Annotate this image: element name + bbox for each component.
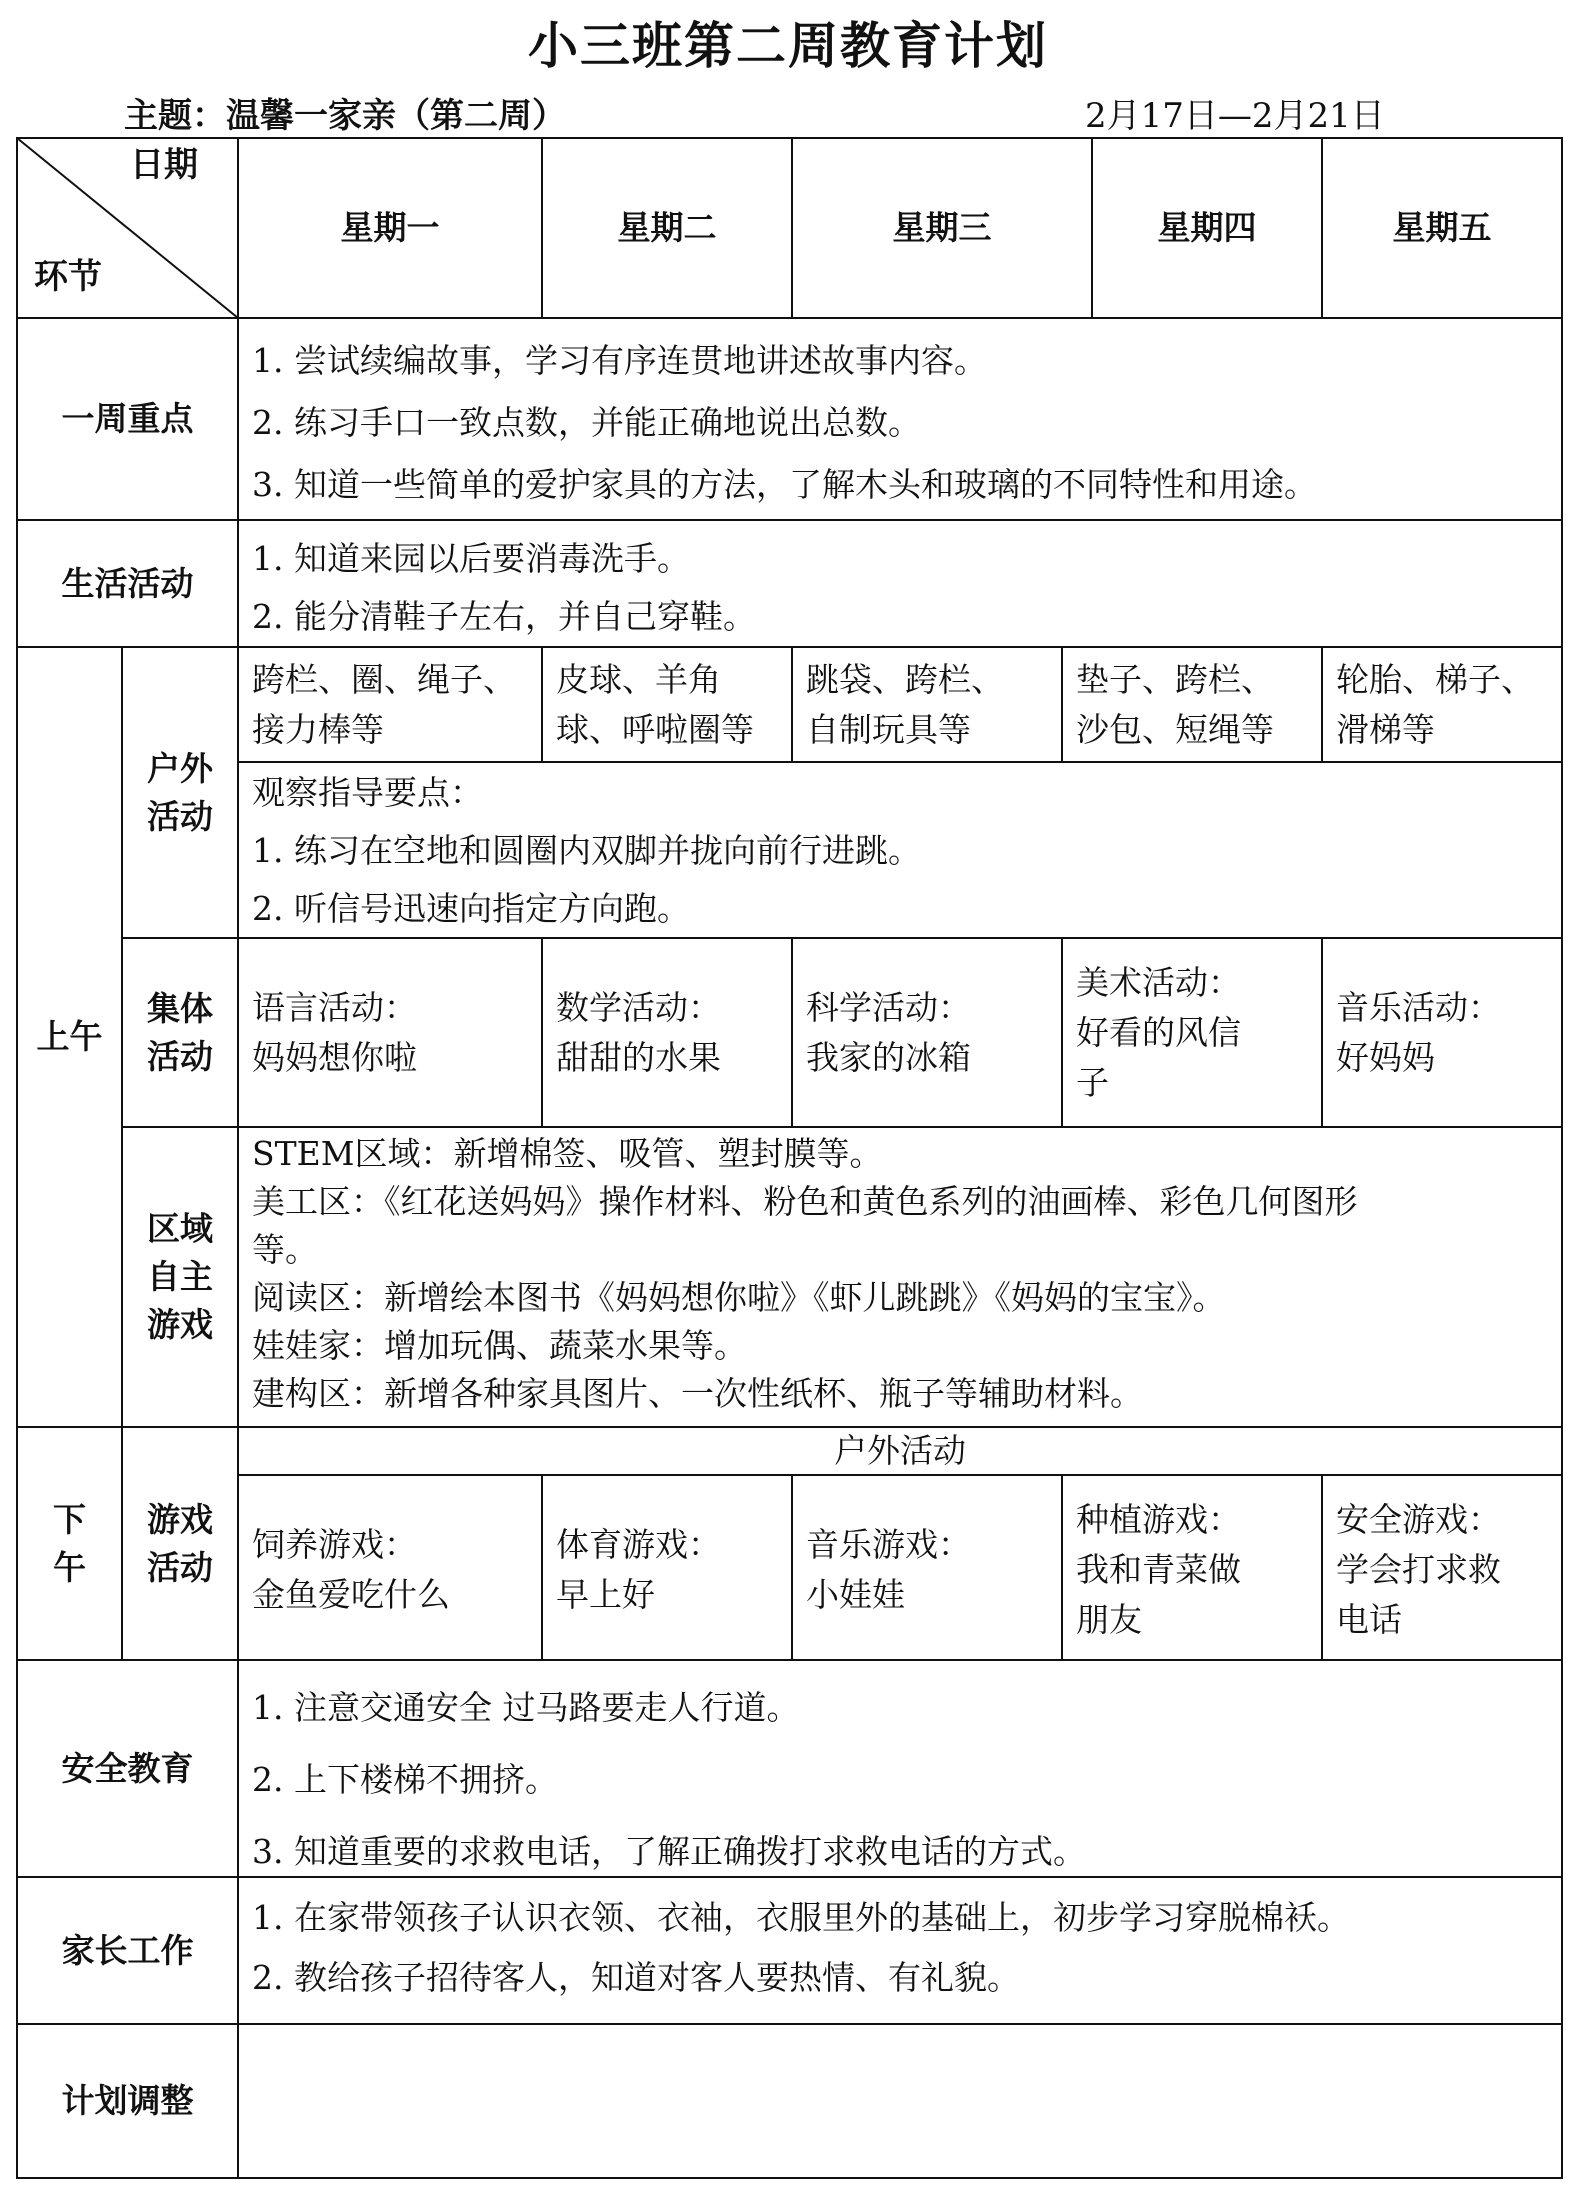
plan-adjustment-content bbox=[238, 2024, 1562, 2178]
afternoon-label: 下 午 bbox=[53, 1499, 86, 1587]
area-play-content: STEM区域：新增棉签、吸管、塑封膜等。 美工区：《红花送妈妈》操作材料、粉色和黄色系列的油画棒、彩色几何图形 等。 阅读区：新增绘本图书《妈妈想你啦》《虾儿跳跳》《妈妈的宝宝》。 娃娃家：增加玩偶、蔬菜水果等。 建构区：新增各种家具图片、一次性纸杯、瓶子等辅助材料。 bbox=[252, 1134, 1358, 1413]
weekly-focus-label: 一周重点 bbox=[61, 399, 194, 438]
life-activity-item: 2. 能分清鞋子左右，并自己穿鞋。 bbox=[252, 597, 756, 636]
afternoon-outdoor-title: 户外活动 bbox=[834, 1431, 966, 1470]
plan-adjustment-label: 计划调整 bbox=[61, 2081, 194, 2120]
game-activity-thu: 种植游戏： 我和青菜做 朋友 bbox=[1076, 1500, 1241, 1639]
day-header-tue: 星期二 bbox=[617, 208, 717, 247]
outdoor-equipment-mon: 跨栏、圈、绳子、 接力棒等 bbox=[252, 660, 516, 749]
safety-education-content bbox=[238, 1672, 1562, 1888]
parent-work-content bbox=[238, 1888, 1562, 2008]
safety-education-label: 安全教育 bbox=[61, 1748, 194, 1788]
parent-work-label: 家长工作 bbox=[61, 1930, 194, 1970]
group-activity-mon: 语言活动： 妈妈想你啦 bbox=[252, 988, 417, 1077]
group-activity-thu: 美术活动： 好看的风信 子 bbox=[1076, 963, 1241, 1102]
page-title: 小三班第二周教育计划 bbox=[528, 16, 1048, 75]
group-activities-label: 集体 活动 bbox=[147, 988, 213, 1076]
day-header-thu: 星期四 bbox=[1157, 208, 1257, 247]
safety-item: 2. 上下楼梯不拥挤。 bbox=[252, 1760, 558, 1799]
day-header-mon: 星期一 bbox=[340, 208, 440, 247]
outdoor-activities-label: 户外 活动 bbox=[147, 748, 213, 836]
game-activities-label: 游戏 活动 bbox=[147, 1499, 213, 1587]
theme-label: 主题：温馨一家亲（第二周） bbox=[124, 96, 566, 136]
day-header-wed: 星期三 bbox=[892, 208, 992, 247]
safety-item: 1. 注意交通安全 过马路要走人行道。 bbox=[252, 1688, 800, 1727]
life-activity-item: 1. 知道来园以后要消毒洗手。 bbox=[252, 539, 690, 578]
weekly-focus-item: 2. 练习手口一致点数，并能正确地说出总数。 bbox=[252, 403, 921, 442]
parent-work-item: 2. 教给孩子招待客人，知道对客人要热情、有礼貌。 bbox=[252, 1958, 1020, 1997]
parent-work-item: 1. 在家带领孩子认识衣领、衣袖，衣服里外的基础上，初步学习穿脱棉袄。 bbox=[252, 1898, 1350, 1937]
weekly-focus-content bbox=[238, 330, 1562, 516]
outdoor-equipment-wed: 跳袋、跨栏、 自制玩具等 bbox=[806, 660, 1004, 749]
outdoor-equipment-fri: 轮胎、梯子、 滑梯等 bbox=[1336, 660, 1534, 749]
group-activity-wed: 科学活动： 我家的冰箱 bbox=[806, 988, 971, 1077]
date-range: 2月17日—2月21日 bbox=[1085, 96, 1385, 136]
life-activities-label: 生活活动 bbox=[61, 563, 194, 603]
game-activity-fri: 安全游戏： 学会打求救 电话 bbox=[1336, 1500, 1501, 1639]
weekly-focus-item: 1. 尝试续编故事，学习有序连贯地讲述故事内容。 bbox=[252, 341, 987, 380]
outdoor-equipment-tue: 皮球、羊角 球、呼啦圈等 bbox=[556, 660, 754, 749]
life-activities-content bbox=[238, 530, 1562, 646]
morning-label: 上午 bbox=[36, 1017, 103, 1056]
area-play-label: 区域 自主 游戏 bbox=[147, 1209, 213, 1344]
group-activity-fri: 音乐活动： 好妈妈 bbox=[1336, 988, 1501, 1077]
game-activity-wed: 音乐游戏： 小娃娃 bbox=[806, 1525, 971, 1614]
game-activity-tue: 体育游戏： 早上好 bbox=[556, 1525, 721, 1614]
game-activity-mon: 饲养游戏： 金鱼爱吃什么 bbox=[252, 1525, 450, 1614]
outdoor-guidance: 观察指导要点： 1. 练习在空地和圆圈内双脚并拢向前行进跳。 2. 听信号迅速向指定方向跑。 bbox=[252, 773, 921, 928]
safety-item: 3. 知道重要的求救电话，了解正确拨打求救电话的方式。 bbox=[252, 1832, 1086, 1871]
group-activity-tue: 数学活动： 甜甜的水果 bbox=[556, 988, 721, 1077]
outdoor-equipment-thu: 垫子、跨栏、 沙包、短绳等 bbox=[1076, 660, 1274, 749]
day-header-fri: 星期五 bbox=[1392, 208, 1492, 247]
header-corner-segment: 环节 bbox=[34, 257, 102, 297]
header-corner-date: 日期 bbox=[130, 145, 198, 185]
weekly-focus-item: 3. 知道一些简单的爱护家具的方法，了解木头和玻璃的不同特性和用途。 bbox=[252, 465, 1317, 504]
